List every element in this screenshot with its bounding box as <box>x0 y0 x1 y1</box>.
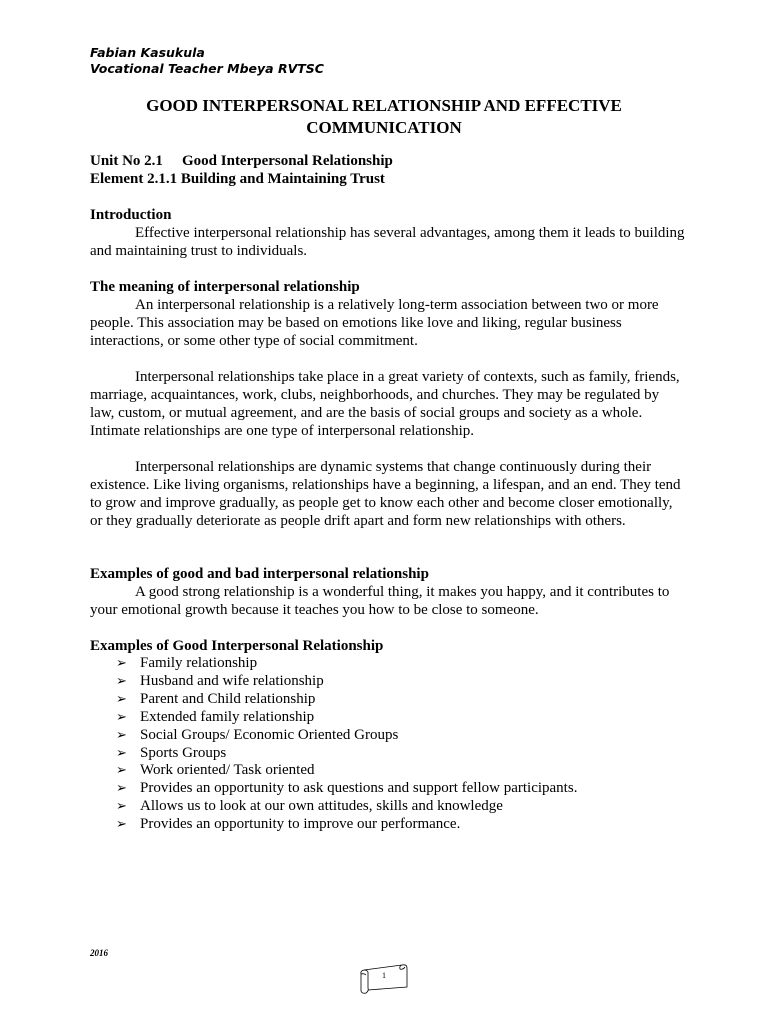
list-item: ➢ Provides an opportunity to ask questions and support fellow participants. <box>116 780 578 797</box>
unit-line <box>90 152 685 170</box>
good-examples-list <box>90 655 685 834</box>
arrow-bullet-icon: ➢ <box>116 763 127 779</box>
list-item: ➢ Work oriented/ Task oriented <box>116 762 315 779</box>
arrow-bullet-icon: ➢ <box>116 727 127 743</box>
page-number: 1 <box>382 971 386 980</box>
list-item: ➢ Husband and wife relationship <box>116 672 324 689</box>
document-title: GOOD INTERPERSONAL RELATIONSHIP AND EFFECTIVE COMMUNICATION <box>146 96 622 137</box>
document-header <box>90 45 324 77</box>
author-name: Fabian Kasukula <box>90 45 205 60</box>
list-item: ➢ Social Groups/ Economic Oriented Groups <box>116 726 399 743</box>
unit-name: Good Interpersonal Relationship <box>182 153 393 169</box>
examples-heading: Examples of good and bad interpersonal relationship <box>90 566 429 582</box>
examples-paragraph: A good strong relationship is a wonderful thing, it makes you happy, and it contributes to your emotional growth because it teaches you how to be close to someone. <box>90 584 670 618</box>
author-role: Vocational Teacher Mbeya RVTSC <box>90 61 324 76</box>
meaning-paragraph-1: An interpersonal relationship is a relatively long-term association between two or more people. This association may be based on emotions like love and liking, regular business interactions, or some other type of social commitment. <box>90 297 659 349</box>
arrow-bullet-icon: ➢ <box>116 781 127 797</box>
list-item: ➢ Provides an opportunity to improve our performance. <box>116 816 461 833</box>
document-body <box>90 152 685 834</box>
arrow-bullet-icon: ➢ <box>116 656 127 671</box>
arrow-bullet-icon: ➢ <box>116 691 127 707</box>
unit-number: Unit No 2.1 <box>90 153 163 169</box>
arrow-bullet-icon: ➢ <box>116 745 127 761</box>
list-item: ➢ Sports Groups <box>116 744 227 761</box>
arrow-bullet-icon: ➢ <box>116 799 127 815</box>
arrow-bullet-icon: ➢ <box>116 709 127 725</box>
list-item: ➢ Extended family relationship <box>116 708 315 725</box>
meaning-heading: The meaning of interpersonal relationship <box>90 279 360 295</box>
meaning-paragraph-2: Interpersonal relationships take place in a great variety of contexts, such as family, friends, marriage, acquaintances, work, clubs, neighborhoods, and churches. They may be regulated by law, custom, or mutual agreement, and are the basis of social groups and society as a whole. Intimate relationships are one type of interpersonal relationship. <box>90 369 680 439</box>
element-line: Element 2.1.1 Building and Maintaining Trust <box>90 171 385 187</box>
list-item: ➢ Allows us to look at our own attitudes, skills and knowledge <box>116 798 503 815</box>
list-item: ➢ Family relationship <box>116 655 258 671</box>
meaning-paragraph-3: Interpersonal relationships are dynamic systems that change continuously during their existence. Like living organisms, relationships have a beginning, a lifespan, and an end. They tend to grow and improve gradually, as people get to know each other and become closer emotionally, or they gradually deteriorate as people drift apart and form new relationships with others. <box>90 459 681 529</box>
arrow-bullet-icon: ➢ <box>116 817 127 833</box>
introduction-heading: Introduction <box>90 207 172 223</box>
arrow-bullet-icon: ➢ <box>116 673 127 689</box>
introduction-paragraph: Effective interpersonal relationship has several advantages, among them it leads to building and maintaining trust to individuals. <box>90 225 685 259</box>
list-item: ➢ Parent and Child relationship <box>116 690 316 707</box>
good-examples-heading: Examples of Good Interpersonal Relationship <box>90 638 384 654</box>
footer-year: 2016 <box>90 948 108 958</box>
